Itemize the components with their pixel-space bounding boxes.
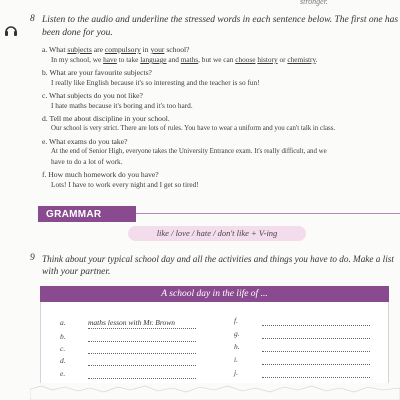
row-label-g: g.: [234, 329, 240, 338]
answer-line-c[interactable]: [88, 352, 196, 354]
previous-text-fragment: stronger.: [300, 0, 328, 6]
answer-a: In my school, we have to take language and maths, but we can choose history or chemistry.: [51, 55, 318, 64]
answer-line-f[interactable]: [262, 324, 370, 326]
headphones-icon[interactable]: [3, 22, 19, 38]
answer-line-h[interactable]: [262, 350, 370, 352]
question-c: c. What subjects do you not like?: [42, 91, 143, 100]
exercise-9-instruction-line2: with your partner.: [42, 267, 111, 277]
row-label-h: h.: [234, 342, 240, 351]
question-f: f. How much homework do you have?: [42, 170, 159, 179]
answer-e-continued: have to do a lot of work.: [51, 157, 123, 166]
answer-line-j[interactable]: [262, 376, 370, 378]
answer-line-b[interactable]: [88, 340, 196, 342]
answer-line-a[interactable]: [88, 327, 196, 329]
answer-d: Our school is very strict. There are lots of rules. You have to wear a uniform and you can't talk in class.: [51, 125, 336, 132]
answer-b: I really like English because it's so interesting and the teacher is so fun!: [51, 78, 260, 87]
question-a: a. What subjects are compulsory in your school?: [42, 45, 190, 54]
exercise-9-instruction-line1: Think about your typical school day and all the activities and things you have to do. Make a list: [42, 254, 394, 264]
answer-c: I hate maths because it's boring and it's too hard.: [51, 101, 193, 110]
row-label-e: e.: [60, 369, 66, 378]
question-d: d. Tell me about discipline in your school.: [42, 114, 170, 123]
row-label-d: d.: [60, 356, 66, 365]
grammar-pattern: like / love / hate / don't like + V-ing: [156, 228, 278, 238]
row-label-j: j.: [234, 368, 238, 377]
question-e: e. What exams do you take?: [42, 137, 128, 146]
exercise-9-number: 9: [30, 253, 35, 263]
question-b: b. What are your favourite subjects?: [42, 68, 152, 77]
answer-line-d[interactable]: [88, 364, 196, 366]
grammar-heading: GRAMMAR: [38, 206, 136, 222]
exercise-8-instruction-line2: been done for you.: [42, 28, 113, 38]
row-label-a: a.: [60, 318, 66, 327]
answer-e: At the end of Senior High, everyone takes the University Entrance exam. It's really difficult, and we: [51, 148, 327, 155]
torn-edge: [30, 383, 400, 400]
row-label-f: f.: [234, 316, 238, 325]
grammar-divider: [136, 213, 400, 214]
row-label-b: b.: [60, 332, 66, 341]
row-entry-a[interactable]: maths lesson with Mr. Brown: [88, 318, 176, 327]
answer-f: Lots! I have to work every night and I get so tired!: [51, 180, 199, 189]
answer-line-i[interactable]: [262, 363, 370, 365]
row-label-c: c.: [60, 344, 66, 353]
table-title: A school day in the life of ...: [40, 286, 389, 302]
answer-line-e[interactable]: [88, 377, 196, 379]
exercise-8-number: 8: [30, 14, 35, 24]
answer-line-g[interactable]: [262, 337, 370, 339]
row-label-i: i.: [234, 355, 238, 364]
exercise-8-instruction-line1: Listen to the audio and underline the stressed words in each sentence below. The first one has: [42, 15, 399, 25]
